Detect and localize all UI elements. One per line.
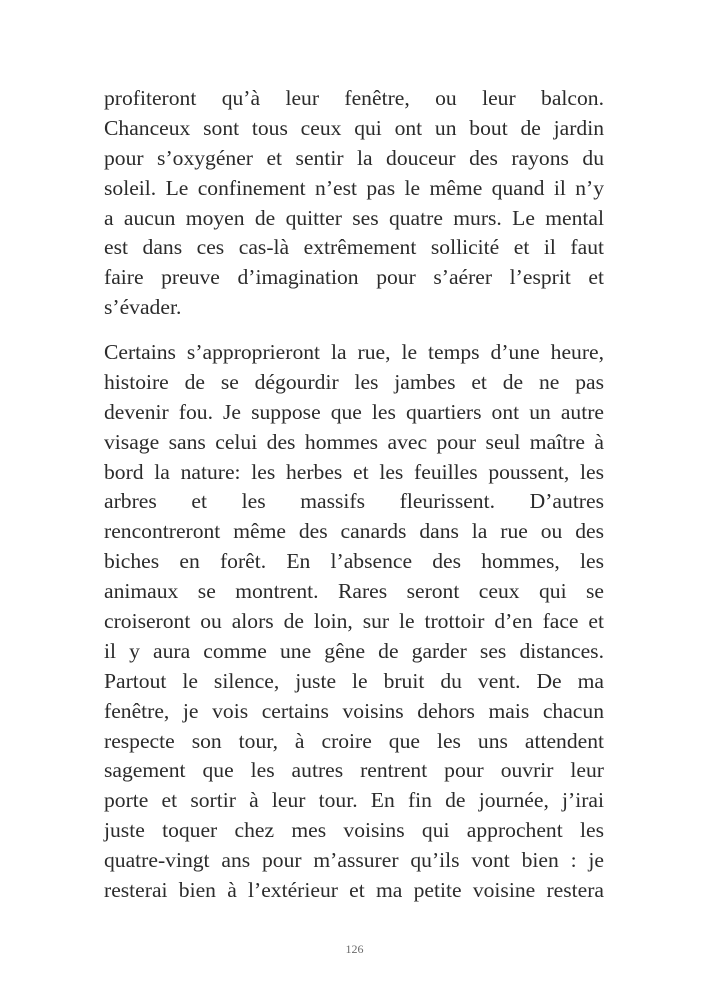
paragraph-2 bbox=[104, 338, 604, 906]
text-line: respecte son tour, à croire que les uns attendent bbox=[104, 728, 604, 753]
text-line: resterai bien à l’extérieur et ma petite voisine restera bbox=[104, 878, 604, 903]
text-line: animaux se montrent. Rares seront ceux qui se bbox=[104, 579, 604, 604]
text-line: porte et sortir à leur tour. En fin de journée, j’irai bbox=[104, 788, 604, 813]
text-line: croiseront ou alors de loin, sur le trottoir d’en face et bbox=[104, 609, 604, 634]
text-line: histoire de se dégourdir les jambes et de ne pas bbox=[104, 369, 604, 394]
text-line: faire preuve d’imagination pour s’aérer l’esprit et bbox=[104, 265, 604, 290]
text-line: arbres et les massifs fleurissent. D’autres bbox=[104, 489, 604, 514]
text-line: juste toquer chez mes voisins qui approchent les bbox=[104, 818, 604, 843]
text-line: Certains s’approprieront la rue, le temps d’une heure, bbox=[104, 340, 604, 364]
text-line: il y aura comme une gêne de garder ses distances. bbox=[104, 638, 604, 663]
text-line: sagement que les autres rentrent pour ouvrir leur bbox=[104, 758, 604, 783]
text-line: Chanceux sont tous ceux qui ont un bout de jardin bbox=[104, 115, 604, 140]
text-line: s’évader. bbox=[104, 295, 182, 320]
text-line: rencontreront même des canards dans la rue ou des bbox=[104, 519, 604, 544]
text-line: Partout le silence, juste le bruit du vent. De ma bbox=[104, 668, 604, 693]
text-line: est dans ces cas-là extrêmement sollicité et il faut bbox=[104, 235, 604, 260]
text-line: devenir fou. Je suppose que les quartiers ont un autre bbox=[104, 399, 604, 424]
text-line: biches en forêt. En l’absence des hommes, les bbox=[104, 549, 604, 574]
text-line: pour s’oxygéner et sentir la douceur des rayons du bbox=[104, 145, 604, 170]
text-line: quatre-vingt ans pour m’assurer qu’ils vont bien : je bbox=[104, 848, 604, 873]
text-line: visage sans celui des hommes avec pour seul maître à bbox=[104, 429, 604, 454]
text-line: bord la nature: les herbes et les feuilles poussent, les bbox=[104, 459, 604, 484]
text-line: fenêtre, je vois certains voisins dehors mais chacun bbox=[104, 698, 604, 723]
text-line: a aucun moyen de quitter ses quatre murs. Le mental bbox=[104, 205, 604, 230]
paragraph-1 bbox=[104, 84, 604, 323]
page-number: 126 bbox=[345, 942, 364, 956]
text-line: profiteront qu’à leur fenêtre, ou leur balcon. bbox=[104, 86, 604, 110]
text-line: soleil. Le confinement n’est pas le même quand il n’y bbox=[104, 175, 604, 200]
